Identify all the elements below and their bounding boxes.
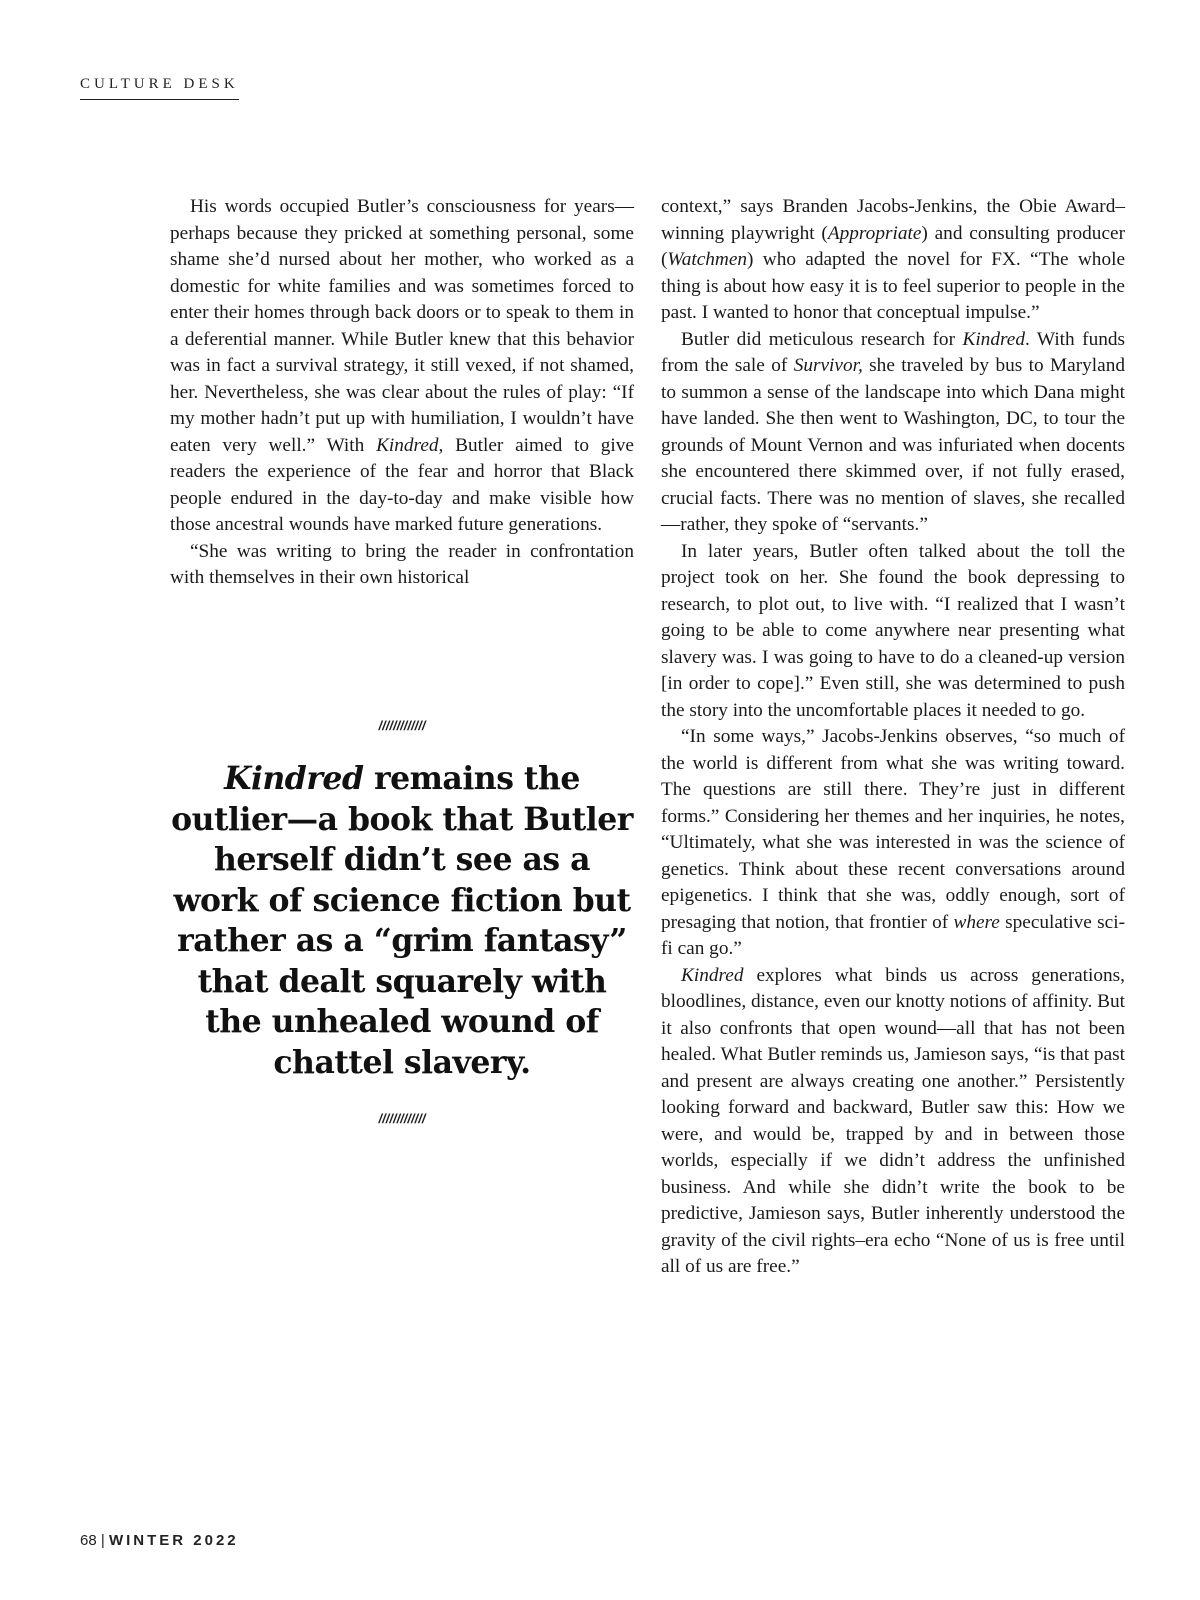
pull-quote <box>170 718 634 1126</box>
paragraph: Kindred explores what binds us across generations, bloodlines, distance, even our knotty notions of affinity. But it also confronts that open wound—all that has not been healed. What Butler reminds us, Jamieson says, “is that past and present are always creating one another.” Persistently looking forward and backward, Butler saw this: How we were, and would be, trapped by and in between those worlds, especially if we didn’t address the unfinished business. And while she didn’t write the book to be predictive, Jamieson says, Butler inherently understood the gravity of the civil rights–era echo “None of us is free until all of us are free.” <box>661 964 1125 1277</box>
paragraph: In later years, Butler often talked about the toll the project took on her. She found the book depressing to research, to plot out, to live with. “I realized that I wasn’t going to be able to come anywhere near presenting what slavery was. I was going to have to do a cleaned-up version [in order to cope].” Even still, she was determined to push the story into the uncomfortable places it needed to go. <box>661 540 1125 721</box>
paragraph: Butler did meticulous research for Kindred. With funds from the sale of Survivor, she traveled by bus to Maryland to summon a sense of the landscape into which Dana might have landed. She then went to Washington, DC, to tour the grounds of Mount Vernon and was infuriated when docents she encountered there skimmed over, if not fully erased, crucial facts. There was no mention of slaves, she recalled—rather, they spoke of “servants.” <box>661 328 1125 535</box>
pull-quote-text: Kindred remains the outlier—a book that Butler herself didn’t see as a work of science fiction but rather as a “grim fantasy” that dealt squarely with the unhealed wound of chattel slavery. <box>171 760 633 1081</box>
right-column <box>661 194 1125 1281</box>
paragraph: “In some ways,” Jacobs-Jenkins observes, “so much of the world is different from what she was writing toward. The questions are still there. They’re just in different forms.” Considering her themes and her inquiries, he notes, “Ultimately, what she was interested in was the science of genetics. Think about these recent conversations around epigenetics. I think that she was, oddly enough, sort of presaging that notion, that frontier of where speculative sci-fi can go.” <box>661 726 1125 959</box>
page-number: 68 <box>80 1532 97 1549</box>
pull-quote-divider-top: ///////////// <box>378 718 426 733</box>
paragraph: His words occupied Butler’s consciousness for years—perhaps because they pricked at something personal, some shame she’d nursed about her mother, who worked as a domestic for white families and was sometimes forced to enter their homes through back doors or to speak to them in a deferential manner. While Butler knew that this behavior was in fact a survival strategy, it still vexed, if not shamed, her. Nevertheless, she was clear about the rules of play: “If my mother hadn’t put up with humiliation, I wouldn’t have eaten very well.” With Kindred, Butler aimed to give readers the experience of the fear and horror that Black people endured in the day-to-day and make visible how those ancestral wounds have marked future generations. <box>170 196 634 535</box>
issue-label: WINTER 2022 <box>108 1532 239 1549</box>
left-column <box>170 194 634 592</box>
section-label: CULTURE DESK <box>80 76 239 100</box>
pull-quote-divider-bottom: ///////////// <box>378 1111 426 1126</box>
footer-separator: | <box>100 1532 105 1549</box>
page-footer <box>80 1532 239 1549</box>
paragraph: “She was writing to bring the reader in confrontation with themselves in their own historical <box>170 540 634 588</box>
paragraph: context,” says Branden Jacobs-Jenkins, the Obie Award–winning playwright (Appropriate) and consulting producer (Watchmen) who adapted the novel for FX. “The whole thing is about how easy it is to feel superior to people in the past. I wanted to honor that conceptual impulse.” <box>661 196 1125 323</box>
